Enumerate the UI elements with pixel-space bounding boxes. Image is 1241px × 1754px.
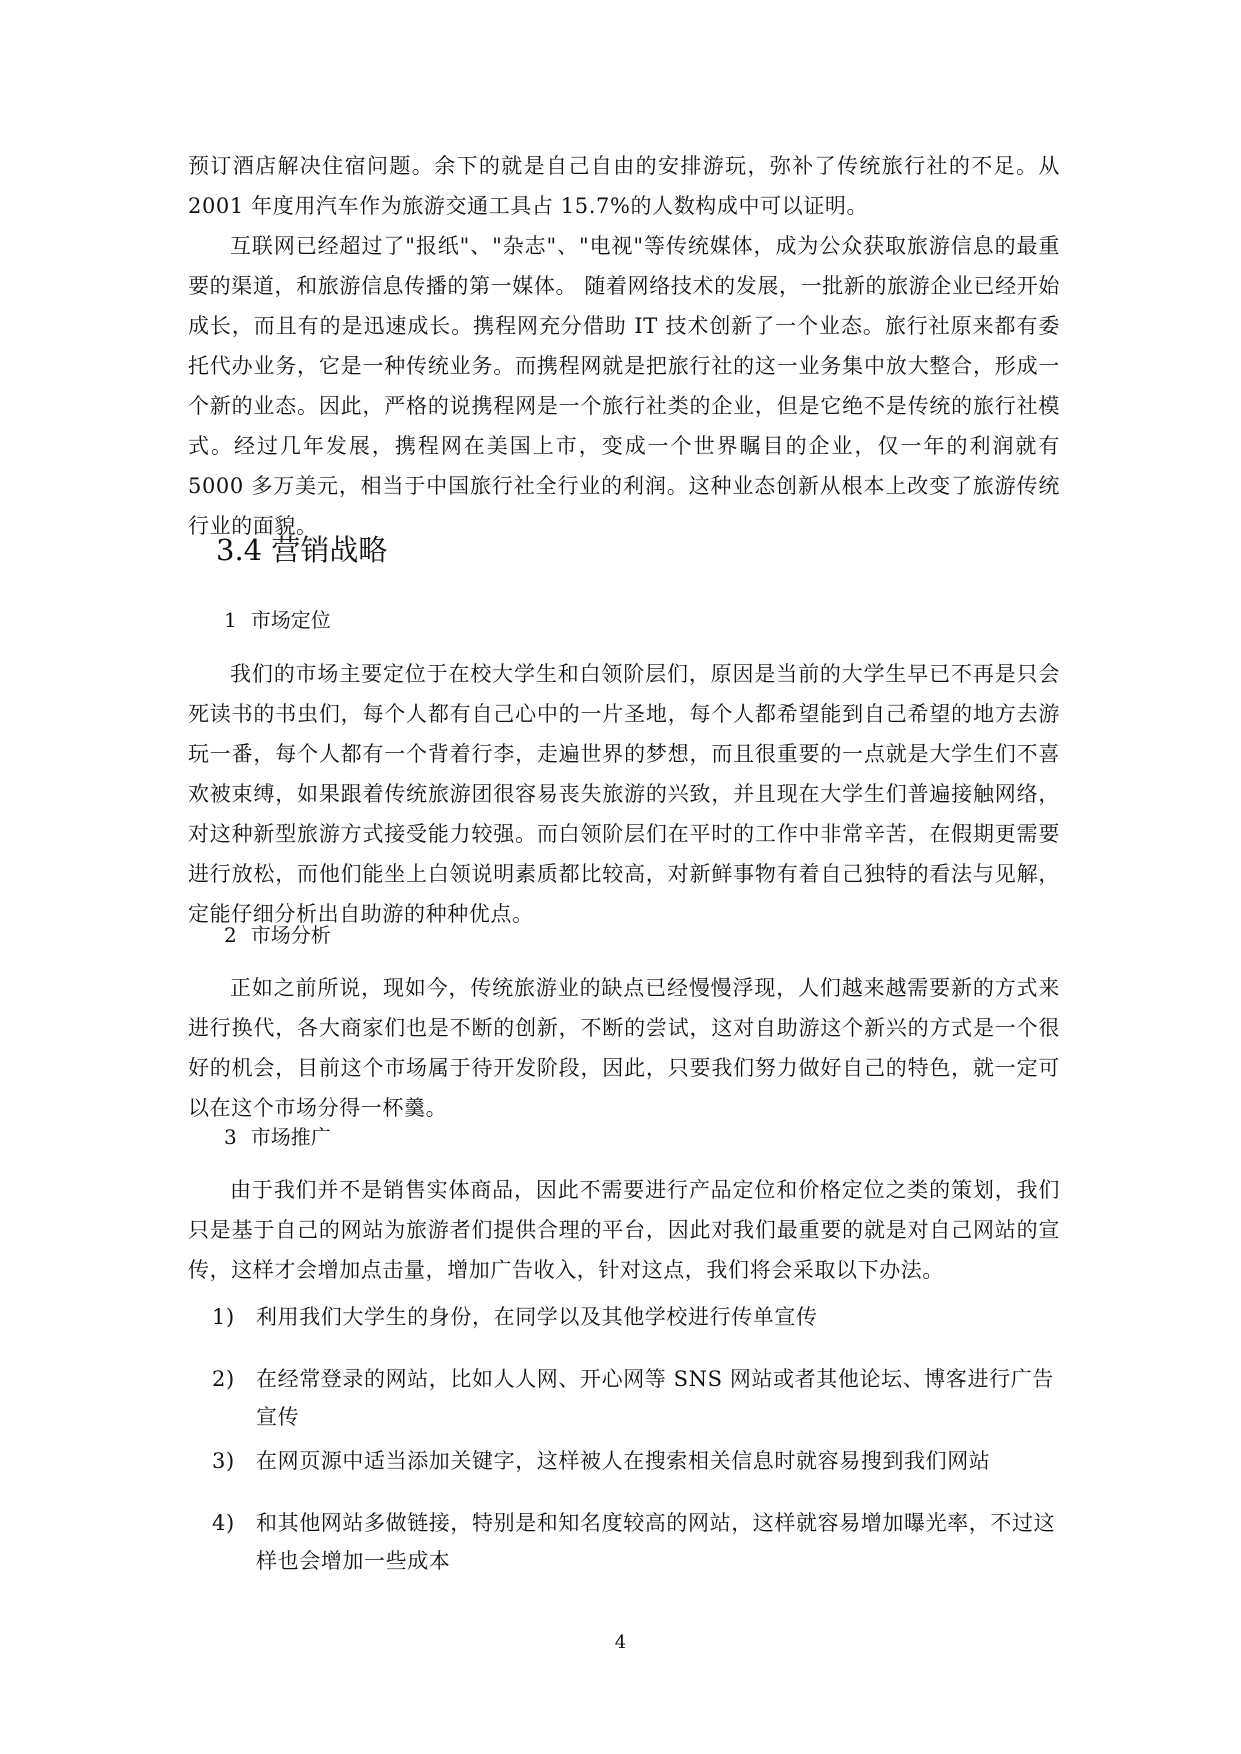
paragraph-market-positioning: 我们的市场主要定位于在校大学生和白领阶层们，原因是当前的大学生早已不再是只会死读书的书虫们，每个人都有自己心中的一片圣地，每个人都希望能到自己希望的地方去游玩一番，每个人都有一个背着行李，走遍世界的梦想，而且很重要的一点就是大学生们不喜欢被束缚，如果跟着传统旅游团很容易丧失旅游的兴致，并且现在大学生们普遍接触网络，对这种新型旅游方式接受能力较强。而白领阶层们在平时的工作中非常辛苦，在假期更需要进行放松，而他们能坐上白领说明素质都比较高，对新鲜事物有着自己独特的看法与见解，定能仔细分析出自助游的种种优点。	[188, 662, 1060, 926]
list-marker: 3)	[212, 1449, 235, 1473]
paragraph-internet-media: 互联网已经超过了"报纸"、"杂志"、"电视"等传统媒体，成为公众获取旅游信息的最重要的渠道，和旅游信息传播的第一媒体。 随着网络技术的发展，一批新的旅游企业已经开始成长，而且有的是迅速成长。携程网充分借助 IT 技术创新了一个业态。旅行社原来都有委托代办业务，它是一种传统业务。而携程网就是把旅行社的这一业务集中放大整合，形成一个新的业态。因此，严格的说携程网是一个旅行社类的企业，但是它绝不是传统的旅行社模式。经过几年发展，携程网在美国上市，变成一个世界瞩目的企业，仅一年的利润就有 5000 多万美元，相当于中国旅行社全行业的利润。这种业态创新从根本上改变了旅游传统行业的面貌。	[188, 234, 1060, 538]
list-item	[212, 1360, 1062, 1436]
subheading-number: 3	[224, 1125, 237, 1149]
list-item-text: 在经常登录的网站，比如人人网、开心网等 SNS 网站或者其他论坛、博客进行广告宣传	[256, 1367, 1054, 1429]
paragraph-market-analysis: 正如之前所说，现如今，传统旅游业的缺点已经慢慢浮现，人们越来越需要新的方式来进行换代，各大商家们也是不断的创新，不断的尝试，这对自助游这个新兴的方式是一个很好的机会，目前这个市场属于待开发阶段，因此，只要我们努力做好自己的特色，就一定可以在这个市场分得一杯羹。	[188, 976, 1060, 1120]
list-item-text: 利用我们大学生的身份，在同学以及其他学校进行传单宣传	[256, 1305, 818, 1329]
subheading-market-positioning	[224, 605, 331, 635]
paragraph-market-promotion: 由于我们并不是销售实体商品，因此不需要进行产品定位和价格定位之类的策划，我们只是基于自己的网站为旅游者们提供合理的平台，因此对我们最重要的就是对自己网站的宣传，这样才会增加点击量，增加广告收入，针对这点，我们将会采取以下办法。	[188, 1178, 1060, 1282]
section-heading: 3.4 营销战略	[216, 533, 388, 567]
subheading-number: 1	[224, 608, 237, 632]
list-item	[212, 1442, 1062, 1480]
paragraph-intro-continued: 预订酒店解决住宿问题。余下的就是自己自由的安排游玩，弥补了传统旅行社的不足。从 2001 年度用汽车作为旅游交通工具占 15.7%的人数构成中可以证明。	[188, 154, 1060, 218]
list-item	[212, 1504, 1062, 1580]
list-marker: 4)	[212, 1511, 235, 1535]
subheading-label: 市场定位	[250, 608, 331, 632]
list-item-text: 和其他网站多做链接，特别是和知名度较高的网站，这样就容易增加曝光率，不过这样也会增加一些成本	[256, 1511, 1056, 1573]
list-item	[212, 1298, 1062, 1336]
subheading-label: 市场分析	[250, 923, 331, 947]
list-marker: 2)	[212, 1367, 235, 1391]
page-number: 4	[614, 1632, 627, 1653]
subheading-label: 市场推广	[250, 1125, 331, 1149]
subheading-number: 2	[224, 923, 237, 947]
list-item-text: 在网页源中适当添加关键字，这样被人在搜索相关信息时就容易搜到我们网站	[256, 1449, 991, 1473]
subheading-market-promotion	[224, 1122, 331, 1152]
subheading-market-analysis	[224, 920, 331, 950]
list-marker: 1)	[212, 1305, 235, 1329]
